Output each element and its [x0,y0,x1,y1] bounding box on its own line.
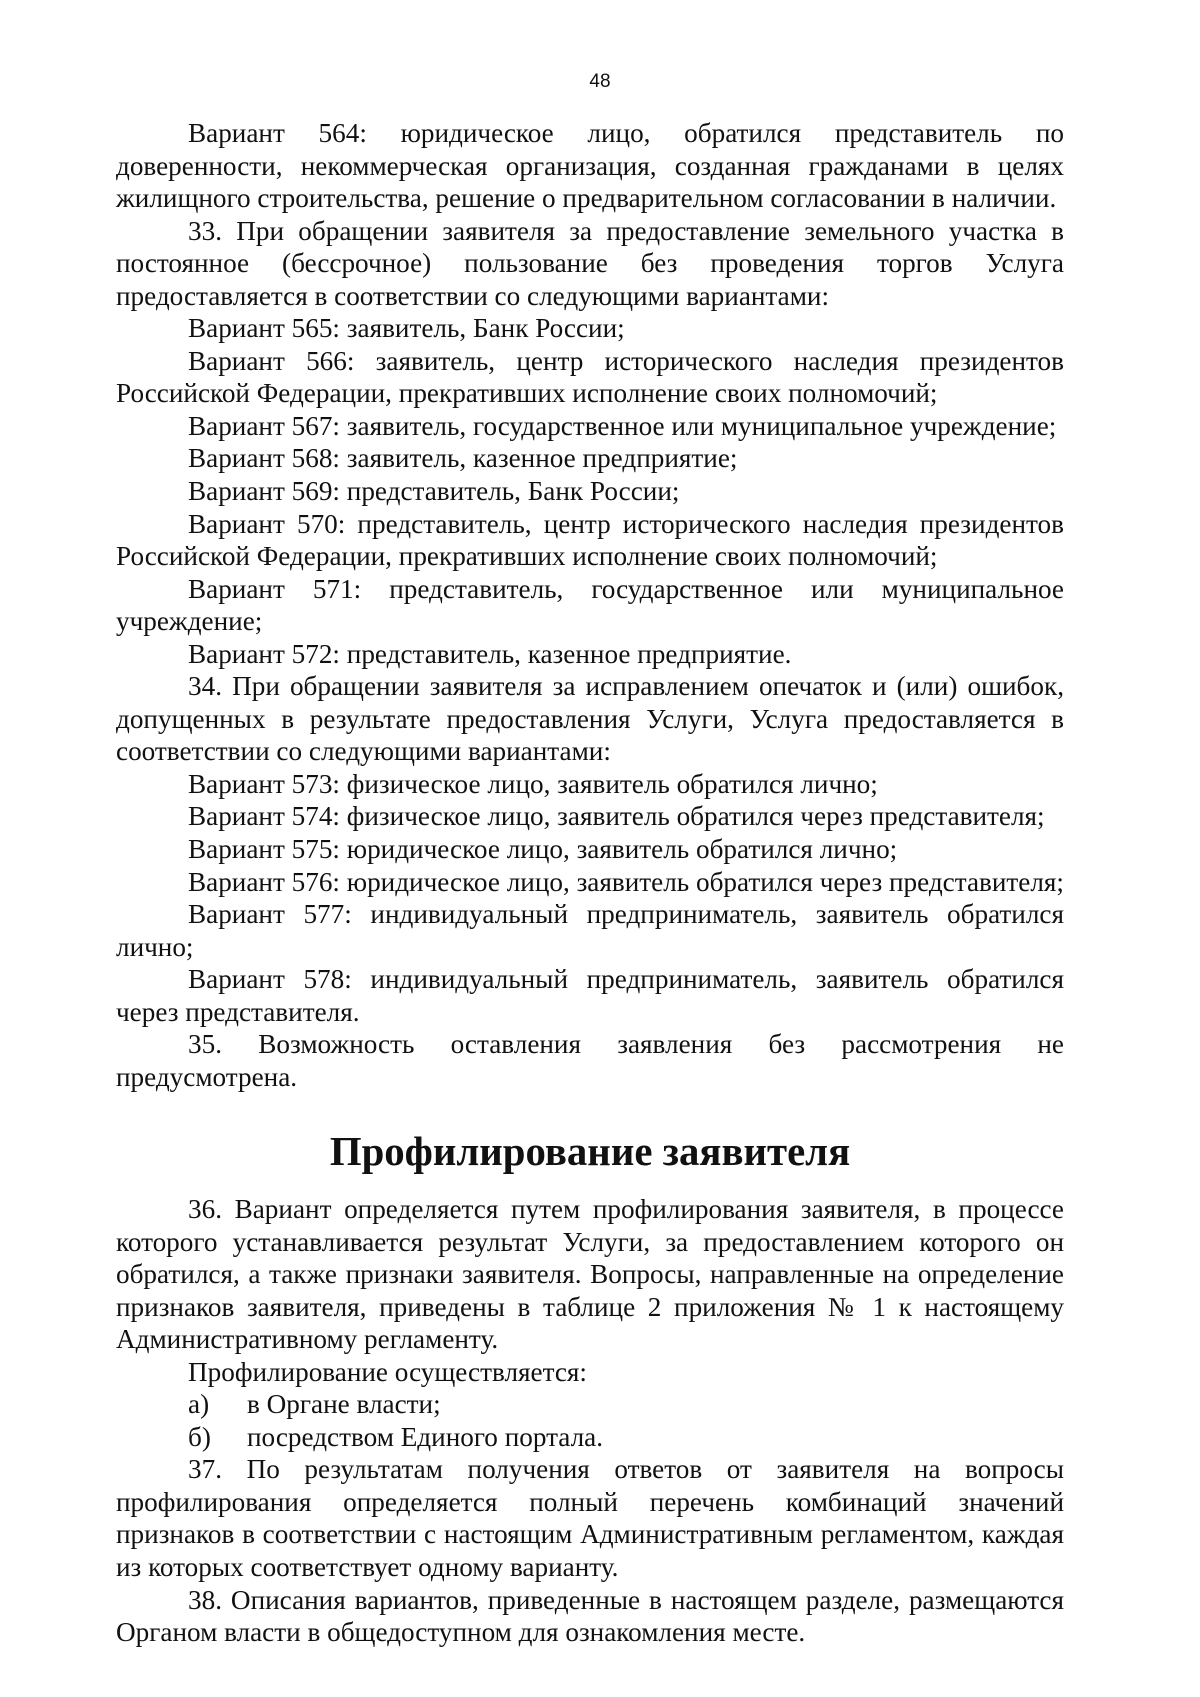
list-item [116,1388,1064,1421]
paragraph-36: 36. Вариант определяется путем профилирования заявителя, в процессе которого устанавливается результат Услуги, за предоставлением которого он обратился, а также признаки заявителя. Вопросы, направленные на определение признаков заявителя, приведены в таблице 2 приложения № 1 к настоящему Административному регламенту. [116,1193,1064,1355]
paragraph-variant-578: Вариант 578: индивидуальный предприниматель, заявитель обратился через представителя. [116,964,1064,1027]
paragraph-variant-571: Вариант 571: представитель, государственное или муниципальное учреждение; [116,573,1064,637]
paragraph-variant-567: Вариант 567: заявитель, государственное или муниципальное учреждение; [188,410,1057,441]
paragraph-33: 33. При обращении заявителя за предоставление земельного участка в постоянное (бессрочное) пользование без проведения торгов Услуга предоставляется в соответствии со следующими вариантами: [116,215,1064,311]
section-heading: Профилирование заявителя [329,1129,851,1175]
list-item-text: посредством Единого портала. [247,1421,604,1452]
paragraph-variant-577: Вариант 577: индивидуальный предприниматель, заявитель обратился лично; [116,899,1064,962]
paragraph-variant-572: Вариант 572: представитель, казенное предприятие. [188,638,792,669]
paragraph-variant-573: Вариант 573: физическое лицо, заявитель обратился лично; [188,768,878,799]
paragraph-variant-575: Вариант 575: юридическое лицо, заявитель обратился лично; [188,834,898,865]
paragraph-variant-569: Вариант 569: представитель, Банк России; [188,476,680,507]
paragraph-variant-568: Вариант 568: заявитель, казенное предприятие; [188,443,738,474]
paragraph-variant-576: Вариант 576: юридическое лицо, заявитель обратился через представителя; [188,866,1064,897]
profiling-intro: Профилирование осуществляется: [188,1356,587,1387]
paragraph-variant-574: Вариант 574: физическое лицо, заявитель обратился через представителя; [188,801,1045,832]
paragraph-variant-566: Вариант 566: заявитель, центр исторического наследия президентов Российской Федерации, прекративших исполнение своих полномочий; [116,345,1064,409]
list-marker: б) [188,1421,211,1452]
paragraph-35: 35. Возможность оставления заявления без рассмотрения не предусмотрена. [116,1029,1064,1092]
document-body [116,117,1064,1649]
paragraph-variant-570: Вариант 570: представитель, центр исторического наследия президентов Российской Федерации, прекративших исполнение своих полномочий; [116,508,1064,572]
list-item-text: в Органе власти; [247,1389,441,1420]
list-item [116,1421,1064,1454]
paragraph-variant-564: Вариант 564: юридическое лицо, обратился представитель по доверенности, некоммерческая организация, созданная гражданами в целях жилищного строительства, решение о предварительном согласовании в наличии. [116,118,1064,214]
paragraph-38: 38. Описания вариантов, приведенные в настоящем разделе, размещаются Органом власти в общедоступном для ознакомления месте. [116,1584,1064,1648]
paragraph-34: 34. При обращении заявителя за исправлением опечаток и (или) ошибок, допущенных в результате предоставления Услуги, Услуга предоставляется в соответствии со следующими вариантами: [116,671,1064,767]
paragraph-variant-565: Вариант 565: заявитель, Банк России; [188,313,625,344]
page-number: 48 [589,71,611,92]
paragraph-37: 37. По результатам получения ответов от заявителя на вопросы профилирования определяется полный перечень комбинаций значений признаков в соответствии с настоящим Административным регламентом, каждая из которых соответствует одному варианту. [116,1454,1064,1582]
list-marker: а) [188,1389,210,1420]
